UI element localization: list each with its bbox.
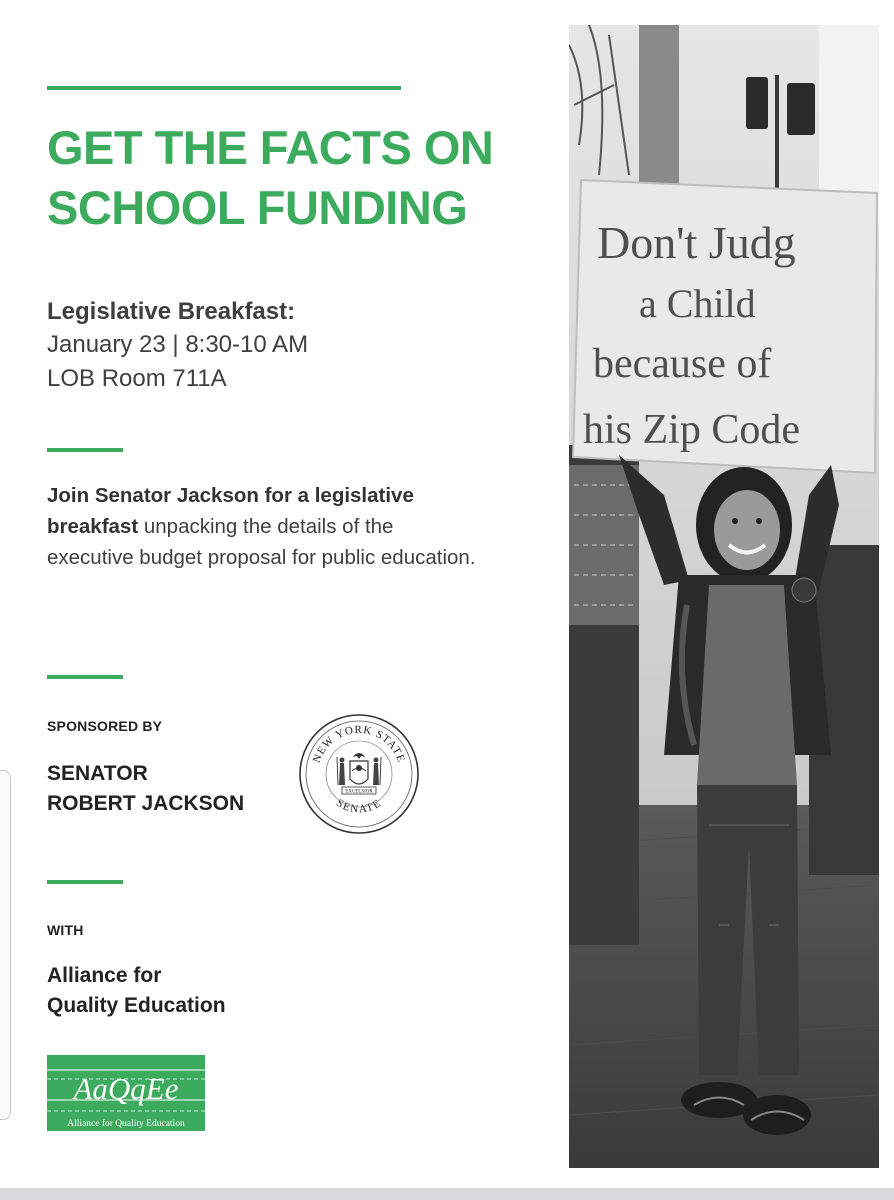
sign-text-line2: a Child [639, 281, 756, 326]
seal-text-bottom: SENATE [334, 796, 384, 816]
event-title: Legislative Breakfast: [47, 298, 296, 325]
sponsored-by-label: SPONSORED BY [47, 718, 163, 734]
section-divider-2 [47, 675, 123, 679]
headline-line1: GET THE FACTS ON [47, 121, 494, 174]
protest-photo [569, 25, 879, 1168]
sponsor-name-line2: ROBERT JACKSON [47, 792, 245, 815]
description-bold: Join Senator Jackson for a legislative breakfast [47, 484, 414, 538]
aqe-logo-caption: Alliance for Quality Education [67, 1119, 185, 1129]
section-divider-1 [47, 448, 123, 452]
event-description [47, 480, 477, 573]
aqe-logo [47, 1055, 205, 1131]
sponsor-name-line1: SENATOR [47, 762, 148, 785]
partner-name [47, 961, 226, 1021]
partner-name-line2: Quality Education [47, 994, 226, 1017]
page-edge-scrollbar[interactable] [0, 770, 11, 1120]
seal-motto: EXCELSIOR [345, 789, 373, 795]
seal-text-top: NEW YORK STATE [310, 723, 408, 765]
sign-text-line1: Don't Judg [597, 217, 796, 268]
event-location: LOB Room 711A [47, 365, 227, 392]
with-label: WITH [47, 922, 84, 938]
ny-senate-seal-icon [298, 713, 420, 835]
sign-text-line3: because of [593, 341, 772, 387]
sign-text-line4: his Zip Code [583, 407, 800, 453]
section-divider-3 [47, 880, 123, 884]
aqe-logo-letters: AaQqEe [73, 1071, 179, 1106]
top-divider [47, 86, 401, 90]
headline [47, 118, 557, 238]
headline-line2: SCHOOL FUNDING [47, 181, 468, 234]
description-rest: unpacking the details of the executive budget proposal for public education. [47, 515, 476, 569]
sponsor-name [47, 759, 244, 819]
partner-name-line1: Alliance for [47, 964, 162, 987]
event-date-time: January 23 | 8:30-10 AM [47, 331, 309, 358]
